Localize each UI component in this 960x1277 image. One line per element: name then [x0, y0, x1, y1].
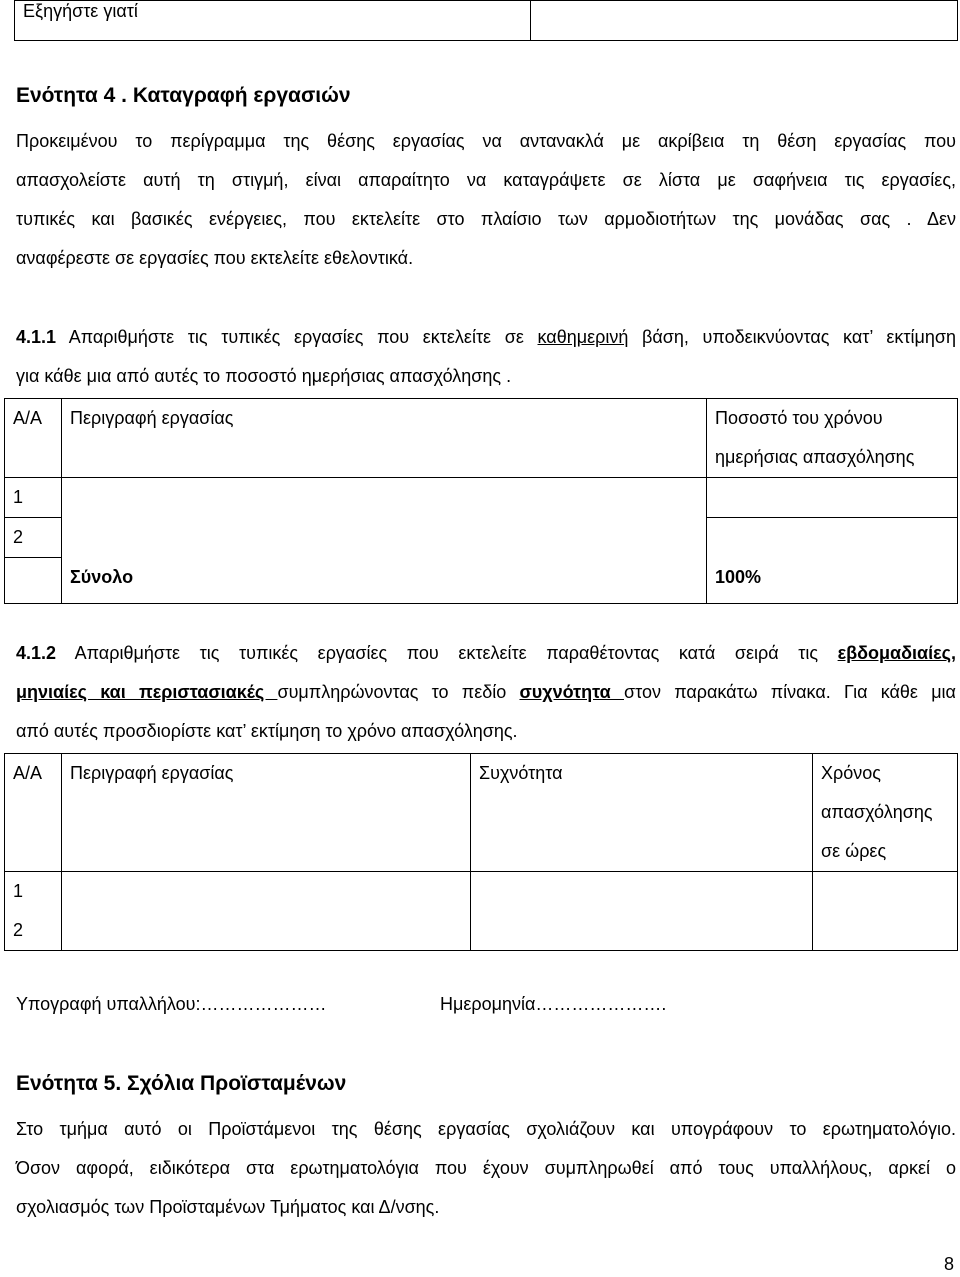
question-4-1-2	[16, 640, 956, 744]
intro-line: τυπικές και βασικές ενέργειες, που εκτελείτε στο πλαίσιο των αρμοδιοτήτων της μονάδας σας . Δεν	[16, 209, 956, 229]
daily-tasks-table	[4, 398, 958, 604]
page-number: 8	[943, 1254, 954, 1274]
section5-heading: Ενότητα 5. Σχόλια Προϊσταμένων	[16, 1072, 347, 1095]
intro-line: αναφέρεστε σε εργασίες που εκτελείτε εθελοντικά.	[16, 248, 414, 268]
row-time[interactable]	[813, 872, 958, 912]
question-4-1-1-line1: 4.1.1 Απαριθμήστε τις τυπικές εργασίες που εκτελείτε σε καθημερινή βάση, υποδεικνύοντας κατ’ εκτίμηση	[16, 327, 956, 347]
section5-line: Στο τμήμα αυτό οι Προϊστάμενοι της θέσης εργασίας σχολιάζουν και υπογράφουν το ερωτηματολόγιο.	[16, 1119, 956, 1139]
table-header-row	[5, 754, 958, 872]
row-description[interactable]	[62, 872, 471, 912]
row-frequency[interactable]	[471, 872, 813, 912]
row-time[interactable]	[813, 911, 958, 951]
date-field[interactable]: Ημερομηνία………………….	[440, 994, 667, 1014]
table-header-row	[5, 399, 958, 478]
question-4-1-2-line1: 4.1.2 Απαριθμήστε τις τυπικές εργασίες που εκτελείτε παραθέτοντας κατά σειρά τις εβδομαδιαίες,	[16, 643, 956, 663]
row-frequency[interactable]	[471, 911, 813, 951]
question-4-1-1-line2: για κάθε μια από αυτές το ποσοστό ημερήσιας απασχόλησης .	[16, 366, 512, 386]
section5-line: σχολιασμός των Προϊσταμένων Τμήματος και Δ/νσης.	[16, 1197, 440, 1217]
row-percentage[interactable]	[707, 478, 958, 518]
question-4-1-2-line2: μηνιαίες και περιστασιακές συμπληρώνοντας το πεδίο συχνότητα στον παρακάτω πίνακα. Για κάθε μια	[16, 682, 956, 702]
periodic-tasks-table	[4, 753, 958, 951]
header-aa: Α/Α	[5, 399, 62, 478]
row-number: 1	[5, 478, 62, 518]
header-description: Περιγραφή εργασίας	[62, 754, 471, 872]
row-description[interactable]	[62, 518, 707, 558]
top-table-cell-empty	[531, 1, 958, 41]
row-description[interactable]	[62, 911, 471, 951]
header-percentage: Ποσοστό του χρόνου ημερήσιας απασχόλησης	[707, 399, 958, 478]
total-value-cell: 100%	[707, 558, 958, 604]
header-aa: Α/Α	[5, 754, 62, 872]
top-table	[14, 0, 958, 41]
table-row	[5, 872, 958, 912]
total-label-cell: Σύνολο	[62, 558, 707, 604]
row-number: 2	[5, 911, 62, 951]
table-row	[5, 911, 958, 951]
table-row	[5, 518, 958, 558]
question-4-1-1	[16, 324, 956, 389]
employee-signature[interactable]: Υπογραφή υπαλλήλου:…………………	[16, 994, 327, 1014]
intro-line: Προκειμένου το περίγραμμα της θέσης εργασίας να αντανακλά με ακρίβεια τη θέση εργασίας που	[16, 131, 956, 151]
section5-text	[16, 1116, 956, 1220]
row-percentage[interactable]	[707, 518, 958, 558]
header-frequency: Συχνότητα	[471, 754, 813, 872]
question-4-1-2-line3: από αυτές προσδιορίστε κατ’ εκτίμηση το χρόνο απασχόλησης.	[16, 721, 518, 741]
table-total-row	[5, 558, 958, 604]
table-row	[5, 478, 958, 518]
section4-heading: Ενότητα 4 . Καταγραφή εργασιών	[16, 84, 351, 107]
header-time: Χρόνος απασχόλησης σε ώρες	[813, 754, 958, 872]
header-description: Περιγραφή εργασίας	[62, 399, 707, 478]
section5-line: Όσον αφορά, ειδικότερα στα ερωτηματολόγια που έχουν συμπληρωθεί από τους υπαλλήλους, αρκεί ο	[16, 1158, 956, 1178]
top-table-cell-explain: Εξηγήστε γιατί	[15, 1, 531, 41]
row-number: 1	[5, 872, 62, 912]
total-empty-cell	[5, 558, 62, 604]
section4-intro	[16, 128, 956, 284]
row-description[interactable]	[62, 478, 707, 518]
intro-line: απασχολείστε αυτή τη στιγμή, είναι απαραίτητο να καταγράψετε σε λίστα με σαφήνεια τις εργασίες,	[16, 170, 956, 190]
row-number: 2	[5, 518, 62, 558]
